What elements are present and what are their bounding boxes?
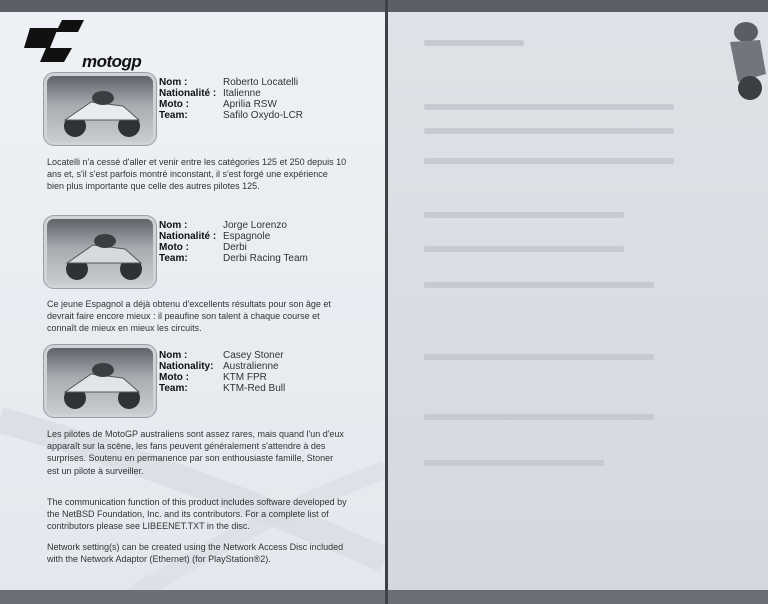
info-value: Aprilia RSW: [223, 99, 277, 110]
faint-line: [424, 40, 524, 46]
faint-line: [424, 128, 674, 134]
info-value: Casey Stoner: [223, 350, 284, 361]
faint-line: [424, 354, 654, 360]
info-row: [159, 383, 359, 394]
faint-line: [424, 212, 624, 218]
info-value: KTM-Red Bull: [223, 383, 286, 394]
info-label: Moto :: [159, 99, 189, 110]
info-label: Nationalité :: [159, 88, 217, 99]
info-value: Australienne: [223, 361, 279, 372]
rider-photo-locatelli: [47, 76, 153, 142]
info-label: Moto :: [159, 372, 189, 383]
info-label: Nationalité :: [159, 231, 217, 242]
info-row: [159, 110, 359, 121]
bottom-bar: [0, 590, 385, 604]
motorbike-icon: [47, 219, 153, 285]
info-label: Team:: [159, 253, 188, 264]
rider-bio-2: Ce jeune Espagnol a déjà obtenu d'excellents résultats pour son âge et devrait faire encore mieux : il peaufine son talent à chaque course et connaît de mieux en mieux les circuits.: [47, 299, 331, 334]
info-row: [159, 99, 359, 110]
faint-line: [424, 282, 654, 288]
info-row: [159, 220, 359, 231]
bottom-bar: [388, 590, 768, 604]
info-row: [159, 361, 359, 372]
info-value: Jorge Lorenzo: [223, 220, 287, 231]
rider-info-3: [159, 350, 359, 394]
info-row: [159, 253, 359, 264]
faint-line: [424, 460, 604, 466]
rider-photo-lorenzo: [47, 219, 153, 285]
info-row: [159, 231, 359, 242]
faint-line: [424, 246, 624, 252]
info-label: Moto :: [159, 242, 189, 253]
info-value: Derbi Racing Team: [223, 253, 308, 264]
faint-line: [424, 104, 674, 110]
info-row: [159, 242, 359, 253]
info-value: Italienne: [223, 88, 261, 99]
info-label: Nom :: [159, 220, 188, 231]
info-label: Team:: [159, 383, 188, 394]
info-label: Nom :: [159, 350, 188, 361]
motorbike-icon: [47, 348, 153, 414]
info-row: [159, 372, 359, 383]
top-bar: [388, 0, 768, 12]
info-value: Derbi: [223, 242, 247, 253]
info-value: Safilo Oxydo-LCR: [223, 110, 304, 121]
faint-line: [424, 414, 654, 420]
info-label: Team:: [159, 110, 188, 121]
info-value: Roberto Locatelli: [223, 77, 299, 88]
rider-info-1: [159, 77, 359, 121]
motorbike-icon: [47, 76, 153, 142]
info-row: [159, 77, 359, 88]
info-label: Nom :: [159, 77, 188, 88]
rider-info-2: [159, 220, 359, 264]
faint-line: [424, 158, 674, 164]
logo-text: motogp: [82, 52, 142, 71]
info-value: KTM FPR: [223, 372, 267, 383]
rider-photo-stoner: [47, 348, 153, 414]
network-notice: Network setting(s) can be created using the Network Access Disc included with the Network Adaptor (Ethernet) (for PlayStation®2).: [47, 542, 344, 565]
rider-bio-1: Locatelli n'a cessé d'aller et venir entre les catégories 125 et 250 depuis 10 ans et, s'il s'est parfois montré inconstant, il s'est forgé une expérience bien plus importante que celle des autres pilotes 125.: [47, 157, 347, 192]
rider-bio-3: Les pilotes de MotoGP australiens sont assez rares, mais quand l'un d'eux apparaît sur la scène, les fans peuvent généralement s'attendre à des surprises. Soutenu en permanence par son enthousiaste famille, Stoner est un pilote à surveiller.: [47, 429, 344, 476]
info-row: [159, 88, 359, 99]
info-value: Espagnole: [223, 231, 271, 242]
motogp-logo: [24, 18, 142, 71]
right-page: [388, 0, 768, 604]
info-label: Nationality:: [159, 361, 214, 372]
netbsd-notice: The communication function of this product includes software developed by the NetBSD Foundation, Inc. and its contributors. For a complete list of contributors please see LIBEENET.TXT in the disc.: [47, 497, 347, 532]
info-row: [159, 350, 359, 361]
rider-silhouette-icon: [720, 16, 768, 106]
